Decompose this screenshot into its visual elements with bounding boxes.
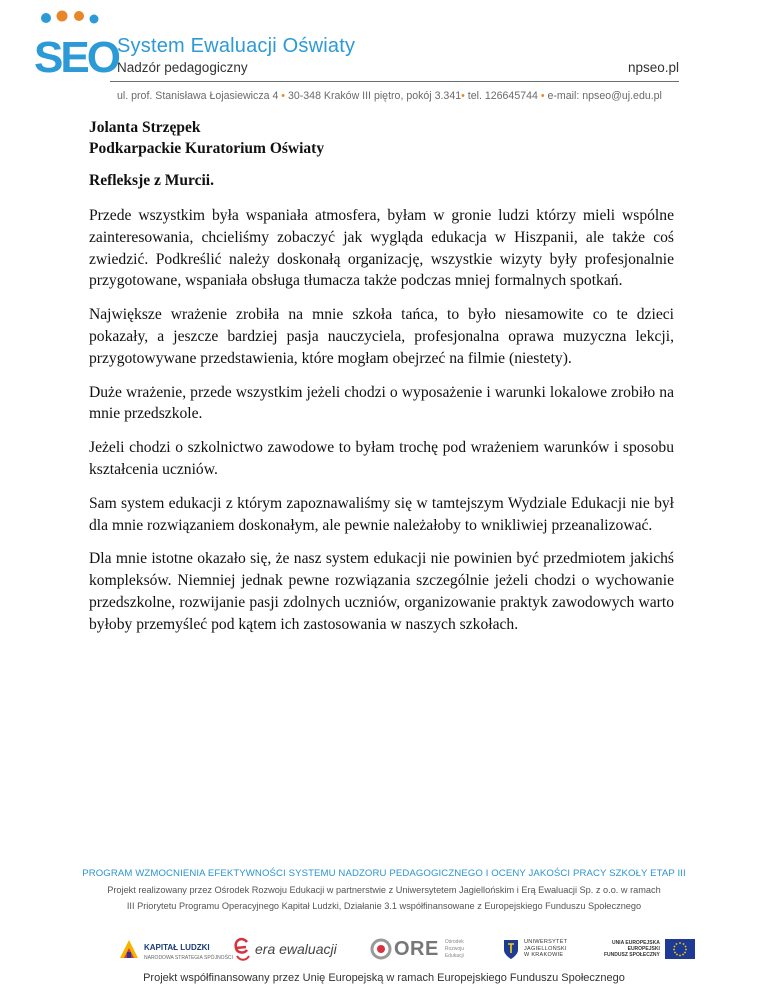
ore-label: ORE	[394, 937, 439, 960]
paragraph: Dla mnie istotne okazało się, że nasz system edukacji nie powinien być przedmiotem jakichś kompleksów. Niemniej jednak pewne rozwiązania szczególnie jeżeli chodzi o wychowanie przedszkolne, rozwijanie pasji zdolnych uczniów, organizowanie praktyk zawodowych warto byłoby przemyśleć pod kątem ich zastosowania w naszych szkołach.	[89, 550, 674, 633]
uj-line-1: UNIWERSYTET	[524, 939, 568, 946]
ue-line-1: UNIA EUROPEJSKA	[611, 940, 660, 946]
paragraph: Największe wrażenie zrobiła na mnie szkoła tańca, to było niesamowite co te dzieci pokazały, a jeszcze bardziej pasja nauczyciela, profesjonalna oprawa muzyczna lekcji, przygotowywane przedstawienia, które mogłam obejrzeć na filmie (niestety).	[89, 306, 674, 367]
ore-logo	[370, 932, 464, 966]
uj-line-3: W KRAKOWIE	[524, 952, 564, 959]
ore-sub-2: Rozwoju	[444, 945, 465, 952]
address-street: ul. prof. Stanisława Łojasiewicza 4	[117, 90, 279, 102]
author-institution: Podkarpackie Kuratorium Oświaty	[89, 140, 325, 157]
header-subtitle: Nadzór pedagogiczny	[117, 60, 248, 75]
separator-dot: •	[540, 90, 545, 102]
address-email[interactable]: e-mail: npseo@uj.edu.pl	[547, 90, 662, 102]
uj-line-2: JAGIELLOŃSKI	[524, 945, 567, 952]
era-label: era ewaluacji	[255, 941, 337, 957]
ore-sub-3: Edukacji	[444, 952, 464, 959]
eu-flag-icon	[665, 939, 695, 959]
header-address	[117, 90, 662, 102]
kapital-ludzki-logo	[118, 932, 233, 966]
header-divider	[110, 81, 679, 82]
footer-eu-statement: Projekt współfinansowany przez Unię Europejską w ramach Europejskiego Funduszu Społecznego	[143, 972, 625, 984]
header-title: System Ewaluacji Oświaty	[117, 35, 356, 57]
era-e-icon	[232, 936, 252, 962]
header-site-link[interactable]: npseo.pl	[627, 60, 679, 75]
ue-line-2: EUROPEJSKI	[627, 946, 660, 952]
document-body	[89, 205, 674, 648]
address-city: 30-348 Kraków III piętro, pokój 3.341	[287, 90, 462, 102]
footer-project-line-1: Projekt realizowany przez Ośrodek Rozwoju Edukacji w partnerstwie z Uniwersytetem Jagiellońskim i Erą Ewaluacji Sp. z o.o. w ramach	[107, 885, 661, 895]
paragraph: Sam system edukacji z którym zapoznawaliśmy się w tamtejszym Wydziale Edukacji nie był dla mnie rozwiązaniem doskonałym, ale pewnie należałoby to wnikliwiej przeanalizować.	[89, 494, 674, 534]
footer-logos	[0, 932, 768, 966]
era-ewaluacji-logo	[232, 932, 337, 966]
separator-dot: •	[461, 90, 465, 102]
uj-crest-icon	[503, 938, 519, 960]
kapital-ludzki-sub: NARODOWA STRATEGIA SPÓJNOŚCI	[144, 955, 233, 961]
separator-dot: •	[281, 90, 286, 102]
paragraph: Duże wrażenie, przede wszystkim jeżeli chodzi o wyposażenie i warunki lokalowe zrobiło na mnie przedszkole.	[89, 383, 674, 423]
seo-logo	[32, 10, 118, 82]
svg-text:SEO: SEO	[34, 33, 118, 82]
ore-circle-icon	[370, 938, 392, 960]
eu-logo	[604, 932, 695, 966]
paragraph: Jeżeli chodzi o szkolnictwo zawodowe to byłam trochę pod wrażeniem warunków i sposobu kształcenia uczniów.	[89, 439, 674, 478]
paragraph: Przede wszystkim była wspaniała atmosfera, byłam w gronie ludzi którzy mieli wspólne zainteresowania, chcieliśmy zobaczyć jak wygląda edukacja w Hiszpanii, ale także coś zwiedzić. Podkreślić należy doskonałą organizację, wszystkie wizyty były profesjonalnie przygotowane, wspaniała obsługa tłumacza także podczas mniej formalnych spotkań.	[89, 207, 674, 290]
kapital-ludzki-icon	[118, 938, 140, 960]
footer-program-title: PROGRAM WZMOCNIENIA EFEKTYWNOŚCI SYSTEMU NADZORU PEDAGOGICZNEGO I OCENY JAKOŚCI PRACY SZKOŁY ETAP III	[82, 868, 686, 879]
document-title: Refleksje z Murcii.	[89, 172, 214, 189]
uj-logo	[503, 932, 567, 966]
author-block	[89, 117, 324, 159]
address-phone: tel. 126645744	[467, 90, 538, 102]
ore-sub-1: Ośrodek	[444, 938, 464, 945]
footer-project-line-2: III Priorytetu Programu Operacyjnego Kapitał Ludzki, Działanie 3.1 współfinansowane z Europejskiego Funduszu Społecznego	[126, 901, 642, 911]
ue-line-3: FUNDUSZ SPOŁECZNY	[604, 952, 660, 958]
kapital-ludzki-label: KAPITAŁ LUDZKI	[144, 943, 210, 952]
author-name: Jolanta Strzępek	[89, 119, 201, 136]
